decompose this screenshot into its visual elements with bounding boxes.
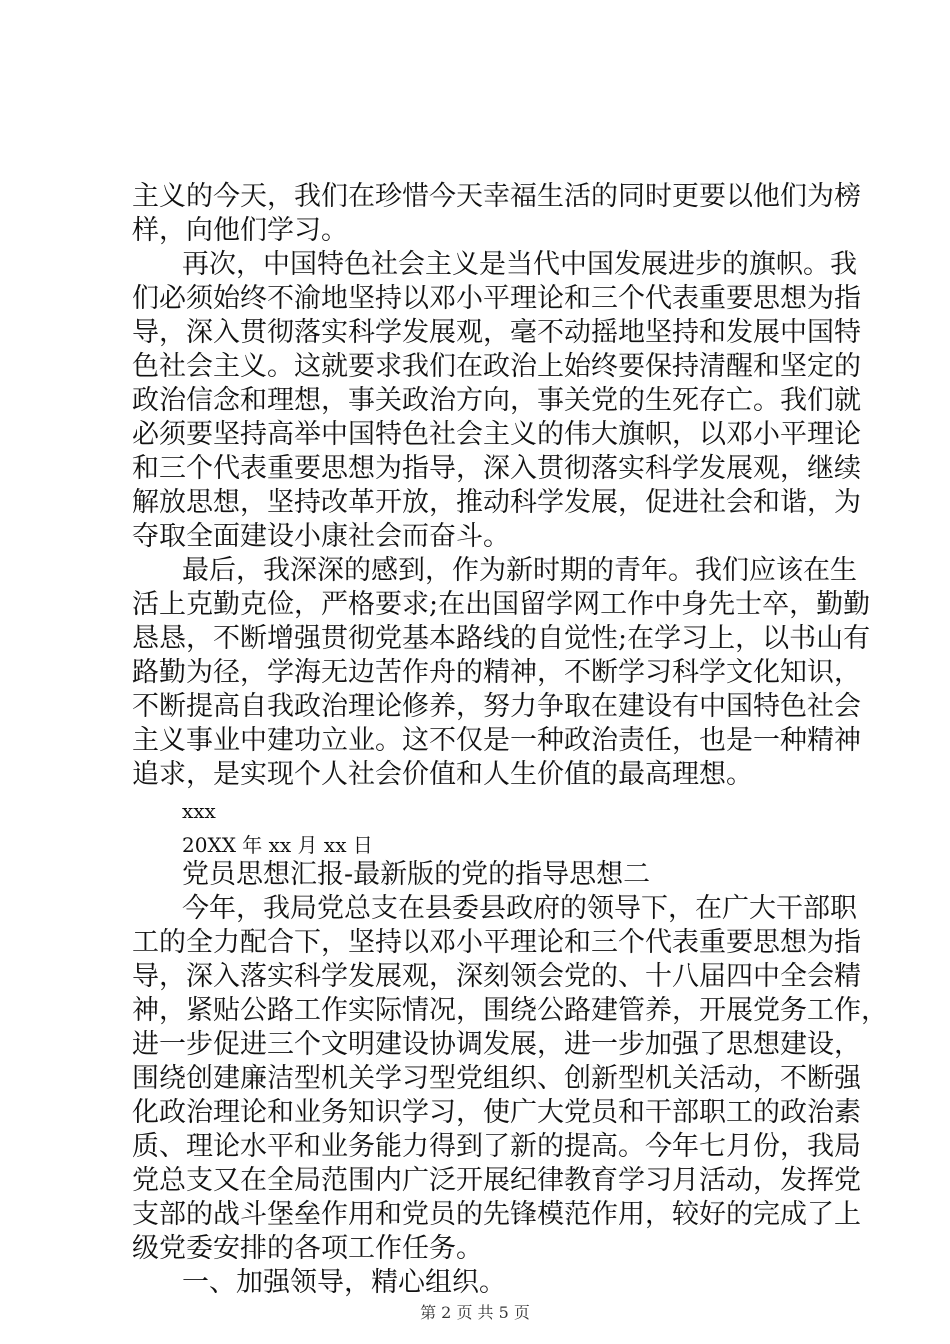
text-line: 围绕创建廉洁型机关学习型党组织、创新型机关活动，不断强: [132, 1063, 861, 1094]
text-line: 神，紧贴公路工作实际情况，围绕公路建管养，开展党务工作，: [132, 995, 888, 1026]
text-line: 党总支又在全局范围内广泛开展纪律教育学习月活动，发挥党: [132, 1165, 861, 1196]
text-line: 支部的战斗堡垒作用和党员的先锋模范作用，较好的完成了上: [132, 1199, 861, 1230]
text-line: 色社会主义。这就要求我们在政治上始终要保持清醒和坚定的: [132, 351, 861, 382]
date-line: 20XX 年 xx 月 xx 日: [182, 833, 373, 857]
author-name: xxx: [182, 799, 216, 823]
text-line: 工的全力配合下，坚持以邓小平理论和三个代表重要思想为指: [132, 927, 861, 958]
text-line: 必须要坚持高举中国特色社会主义的伟大旗帜，以邓小平理论: [132, 419, 861, 450]
page-footer: 第 2 页 共 5 页: [420, 1303, 530, 1322]
text-line: 夺取全面建设小康社会而奋斗。: [132, 521, 510, 552]
paragraph-start: 今年，我局党总支在县委县政府的领导下，在广大干部职: [182, 893, 857, 924]
text-line: 追求，是实现个人社会价值和人生价值的最高理想。: [132, 759, 753, 790]
text-line: 导，深入贯彻落实科学发展观，毫不动摇地坚持和发展中国特: [132, 317, 861, 348]
text-line: 们必须始终不渝地坚持以邓小平理论和三个代表重要思想为指: [132, 283, 861, 314]
text-line: 政治信念和理想，事关政治方向，事关党的生死存亡。我们就: [132, 385, 861, 416]
text-line: 主义的今天，我们在珍惜今天幸福生活的同时更要以他们为榜: [132, 181, 861, 212]
section-heading: 一、加强领导，精心组织。: [182, 1267, 506, 1298]
paragraph-start: 最后，我深深的感到，作为新时期的青年。我们应该在生: [182, 555, 857, 586]
text-line: 恳恳，不断增强贯彻党基本路线的自觉性;在学习上，以书山有: [132, 623, 871, 654]
text-line: 解放思想，坚持改革开放，推动科学发展，促进社会和谐，为: [132, 487, 861, 518]
section-title: 党员思想汇报-最新版的党的指导思想二: [182, 859, 651, 890]
text-line: 样，向他们学习。: [132, 215, 348, 246]
text-line: 主义事业中建功立业。这不仅是一种政治责任，也是一种精神: [132, 725, 861, 756]
paragraph-start: 再次，中国特色社会主义是当代中国发展进步的旗帜。我: [182, 249, 857, 280]
text-line: 导，深入落实科学发展观，深刻领会党的、十八届四中全会精: [132, 961, 861, 992]
text-line: 进一步促进三个文明建设协调发展，进一步加强了思想建设，: [132, 1029, 861, 1060]
text-line: 和三个代表重要思想为指导，深入贯彻落实科学发展观，继续: [132, 453, 861, 484]
text-line: 化政治理论和业务知识学习，使广大党员和干部职工的政治素: [132, 1097, 861, 1128]
text-line: 级党委安排的各项工作任务。: [132, 1233, 483, 1264]
text-line: 不断提高自我政治理论修养，努力争取在建设有中国特色社会: [132, 691, 861, 722]
text-line: 质、理论水平和业务能力得到了新的提高。今年七月份，我局: [132, 1131, 861, 1162]
text-line: 活上克勤克俭，严格要求;在出国留学网工作中身先士卒，勤勤: [132, 589, 871, 620]
text-line: 路勤为径，学海无边苦作舟的精神，不断学习科学文化知识，: [132, 657, 861, 688]
